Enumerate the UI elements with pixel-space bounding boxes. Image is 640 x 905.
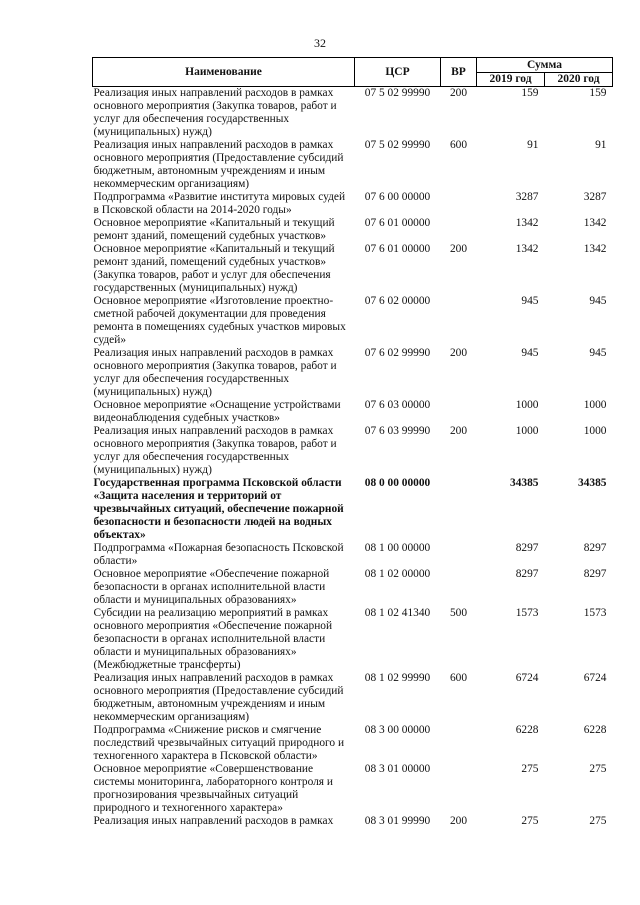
row-vr-cell: 200 [449, 425, 468, 437]
row-2019-cell: 945 [521, 347, 539, 359]
row-csr-cell: 07 6 02 99990 [364, 347, 431, 359]
row-csr-cell: 08 1 02 00000 [364, 568, 431, 580]
row-vr-cell [441, 295, 477, 347]
page-number: 32 [314, 36, 326, 50]
row-name-cell: Реализация иных направлений расходов в рамках основного мероприятия (Закупка товаров, работ и услуг для обеспечения государственных (муниципальных) нужд) [93, 87, 337, 138]
table-row [93, 399, 613, 425]
table-row [93, 347, 613, 399]
row-2019-cell: 1342 [515, 217, 539, 229]
row-vr-cell [441, 399, 477, 425]
row-csr-cell: 07 6 03 00000 [364, 399, 431, 411]
table-row [93, 87, 613, 140]
row-vr-cell: 200 [449, 815, 468, 827]
row-2020-cell: 1000 [583, 425, 607, 437]
table-row [93, 815, 613, 828]
row-2020-cell: 6724 [583, 672, 607, 684]
row-name-cell: Реализация иных направлений расходов в рамках основного мероприятия (Закупка товаров, работ и услуг для обеспечения государственных (муниципальных) нужд) [93, 425, 337, 476]
row-2019-cell: 8297 [515, 568, 539, 580]
row-2020-cell: 8297 [583, 568, 607, 580]
table-row [93, 724, 613, 763]
row-2020-cell: 275 [589, 763, 607, 775]
row-csr-cell: 07 6 03 99990 [364, 425, 431, 437]
row-name-cell: Субсидии на реализацию мероприятий в рамках основного мероприятия «Обеспечение пожарной безопасности в органах исполнительной власти области и муниципальных образованиях» (Межбюджетные трансферты) [93, 607, 333, 671]
row-2020-cell: 1573 [583, 607, 607, 619]
row-vr-cell [441, 191, 477, 217]
row-name-cell: Основное мероприятие «Капитальный и текущий ремонт зданий, помещений судебных участков» [93, 217, 335, 242]
header-vr: ВР [441, 58, 477, 87]
row-vr-cell [441, 217, 477, 243]
row-2020-cell: 275 [589, 815, 607, 827]
row-2019-cell: 1000 [515, 425, 539, 437]
row-2019-cell: 1342 [515, 243, 539, 255]
row-2019-cell: 945 [521, 295, 539, 307]
table-row [93, 568, 613, 607]
row-csr-cell: 08 3 01 99990 [364, 815, 431, 827]
row-name-cell: Реализация иных направлений расходов в рамках [93, 815, 334, 827]
row-name-cell: Основное мероприятие «Капитальный и текущий ремонт зданий, помещений судебных участков» (Закупка товаров, работ и услуг для обеспечения государственных (муниципальных) нужд) [93, 243, 335, 294]
row-name-cell: Подпрограмма «Развитие института мировых судей в Псковской области на 2014-2020 годы» [93, 191, 346, 216]
table-row [93, 243, 613, 295]
row-csr-cell: 07 6 01 00000 [364, 217, 431, 229]
table-row [93, 763, 613, 815]
row-csr-cell: 08 1 02 41340 [364, 607, 431, 619]
row-name-cell: Подпрограмма «Пожарная безопасность Псковской области» [93, 542, 344, 567]
row-2020-cell: 159 [589, 87, 607, 99]
row-vr-cell [441, 542, 477, 568]
row-csr-cell: 07 5 02 99990 [364, 139, 431, 151]
budget-table [92, 57, 613, 828]
row-vr-cell [441, 763, 477, 815]
row-2020-cell: 6228 [583, 724, 607, 736]
row-csr-cell: 08 0 00 00000 [364, 477, 431, 489]
row-name-cell: Реализация иных направлений расходов в рамках основного мероприятия (Закупка товаров, работ и услуг для обеспечения государственных (муниципальных) нужд) [93, 347, 337, 398]
header-year-2020: 2020 год [545, 73, 613, 87]
row-csr-cell: 08 1 02 99990 [364, 672, 431, 684]
row-vr-cell: 200 [449, 347, 468, 359]
row-vr-cell [441, 724, 477, 763]
row-csr-cell: 08 1 00 00000 [364, 542, 431, 554]
row-vr-cell: 500 [449, 607, 468, 619]
row-2020-cell: 8297 [583, 542, 607, 554]
row-name-cell: Основное мероприятие «Обеспечение пожарной безопасности в органах исполнительной власти области и муниципальных образованиях» [93, 568, 330, 606]
row-name-cell: Основное мероприятие «Совершенствование системы мониторинга, лабораторного контроля и прогнозирования чрезвычайных ситуаций природного и техногенного характера» [93, 763, 333, 814]
table-row [93, 477, 613, 542]
row-csr-cell: 08 3 01 00000 [364, 763, 431, 775]
row-vr-cell: 200 [449, 87, 468, 99]
row-2020-cell: 945 [589, 295, 607, 307]
table-row [93, 217, 613, 243]
table-row [93, 139, 613, 191]
row-2020-cell: 3287 [583, 191, 607, 203]
row-2020-cell: 945 [589, 347, 607, 359]
header-sum: Сумма [477, 58, 613, 73]
row-2020-cell: 34385 [578, 477, 607, 489]
row-vr-cell [441, 477, 477, 542]
header-year-2019: 2019 год [477, 73, 545, 87]
table-row [93, 607, 613, 672]
row-csr-cell: 07 6 01 00000 [364, 243, 431, 255]
row-2019-cell: 3287 [515, 191, 539, 203]
row-name-cell: Государственная программа Псковской области «Защита населения и территорий от чрезвычайных ситуаций, обеспечение пожарной безопасности и безопасности людей на водных объектах» [93, 477, 344, 541]
row-name-cell: Подпрограмма «Снижение рисков и смягчение последствий чрезвычайных ситуаций природного и техногенного характера в Псковской области» [93, 724, 345, 762]
row-csr-cell: 07 6 02 00000 [364, 295, 431, 307]
table-header [93, 58, 613, 87]
row-2019-cell: 34385 [510, 477, 539, 489]
row-2019-cell: 6724 [515, 672, 539, 684]
table-row [93, 191, 613, 217]
row-vr-cell [441, 568, 477, 607]
row-name-cell: Основное мероприятие «Изготовление проектно-сметной рабочей документации для проведения ремонта в помещениях судебных участков мировых судей» [93, 295, 346, 346]
row-2019-cell: 91 [527, 139, 539, 151]
row-2019-cell: 275 [521, 815, 539, 827]
row-vr-cell: 200 [449, 243, 468, 255]
row-2020-cell: 1000 [583, 399, 607, 411]
row-2019-cell: 8297 [515, 542, 539, 554]
row-csr-cell: 07 5 02 99990 [364, 87, 431, 99]
row-vr-cell: 600 [449, 672, 468, 684]
row-2019-cell: 275 [521, 763, 539, 775]
row-2020-cell: 1342 [583, 217, 607, 229]
row-2019-cell: 1573 [515, 607, 539, 619]
row-2019-cell: 6228 [515, 724, 539, 736]
table-row [93, 425, 613, 477]
row-2019-cell: 1000 [515, 399, 539, 411]
row-name-cell: Основное мероприятие «Оснащение устройствами видеонаблюдения судебных участков» [93, 399, 341, 424]
row-2020-cell: 1342 [583, 243, 607, 255]
table-row [93, 672, 613, 724]
header-csr: ЦСР [355, 58, 441, 87]
row-csr-cell: 07 6 00 00000 [364, 191, 431, 203]
row-2020-cell: 91 [595, 139, 607, 151]
header-name: Наименование [93, 58, 355, 87]
table-body [93, 87, 613, 829]
table-row [93, 295, 613, 347]
row-vr-cell: 600 [449, 139, 468, 151]
row-2019-cell: 159 [521, 87, 539, 99]
table-row [93, 542, 613, 568]
row-name-cell: Реализация иных направлений расходов в рамках основного мероприятия (Предоставление субсидий бюджетным, автономным учреждениям и иным некоммерческим организациям) [93, 672, 344, 723]
row-name-cell: Реализация иных направлений расходов в рамках основного мероприятия (Предоставление субсидий бюджетным, автономным учреждениям и иным некоммерческим организациям) [93, 139, 344, 190]
row-csr-cell: 08 3 00 00000 [364, 724, 431, 736]
